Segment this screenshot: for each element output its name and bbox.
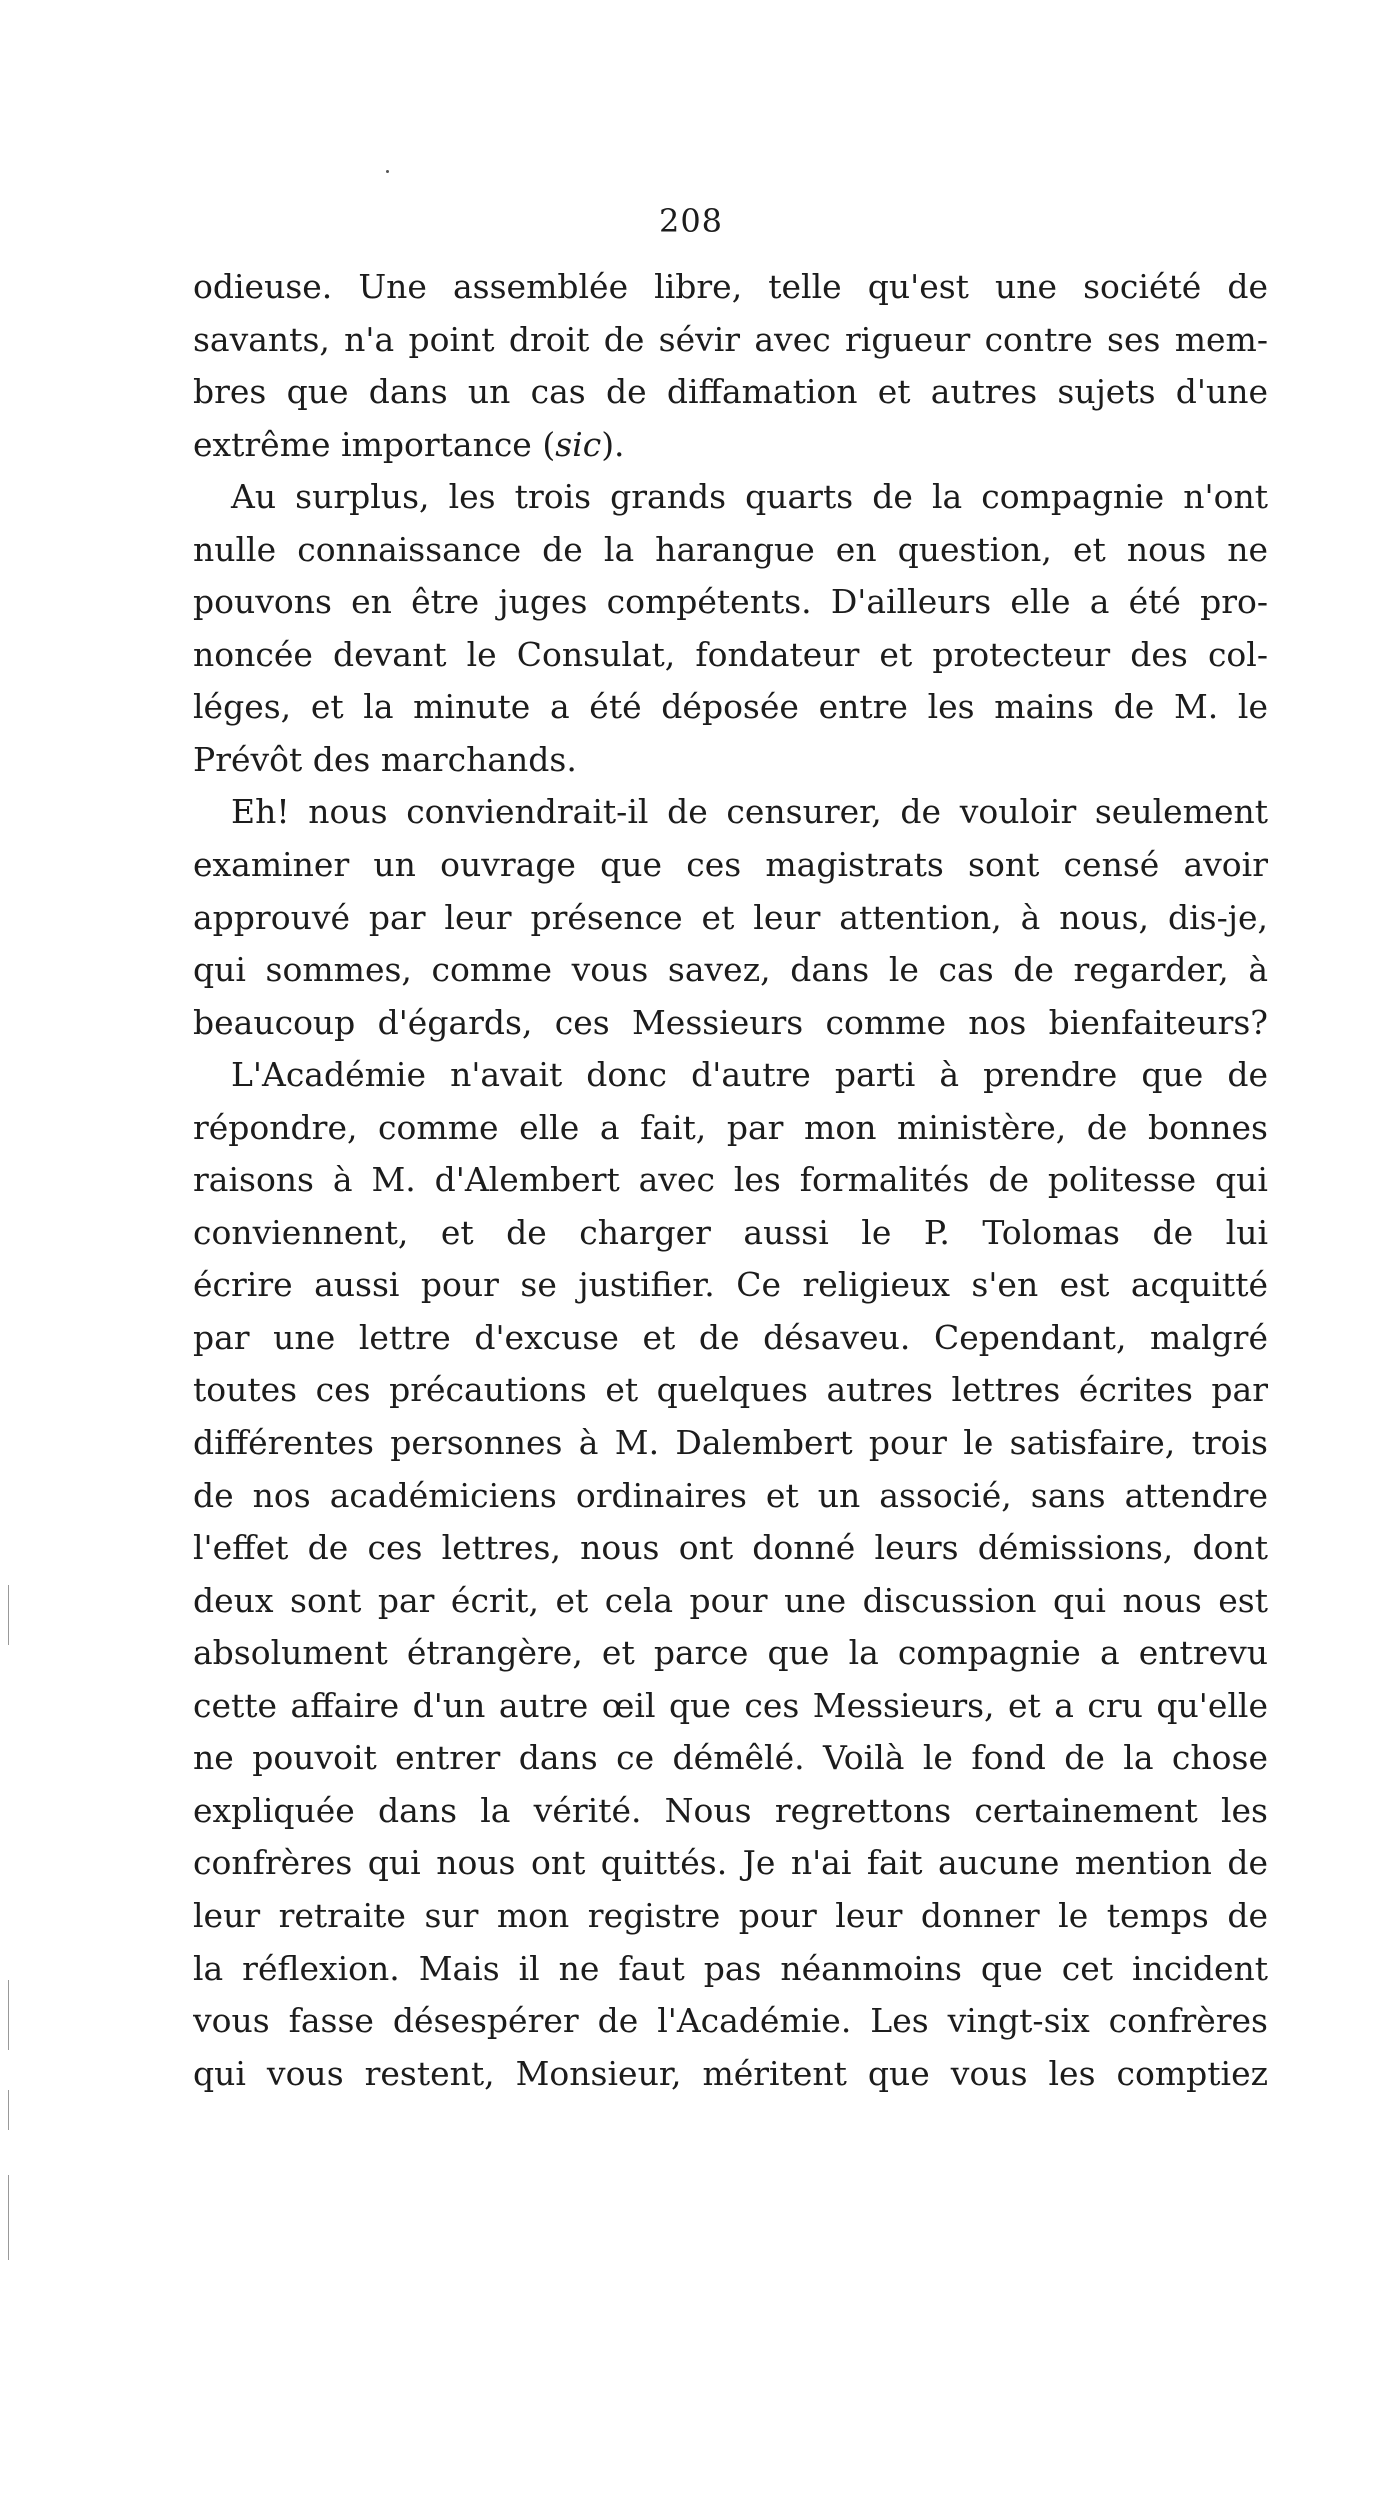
text-line: nulle connaissance de la harangue en question, et nous ne xyxy=(193,529,1268,569)
text-line: ne pouvoit entrer dans ce démêlé. Voilà le fond de la chose xyxy=(193,1738,1268,1778)
text-line: vous fasse désespérer de l'Académie. Les vingt-six confrères xyxy=(193,2001,1268,2041)
text-line: différentes personnes à M. Dalembert pour le satisfaire, trois xyxy=(193,1423,1268,1463)
scan-speck xyxy=(386,170,389,173)
text-line: pouvons en être juges compétents. D'ailleurs elle a été pro- xyxy=(193,582,1268,622)
text-line: deux sont par écrit, et cela pour une discussion qui nous est xyxy=(193,1580,1268,1620)
text-line xyxy=(193,419,1268,472)
text-line: leur retraite sur mon registre pour leur donner le temps de xyxy=(193,1895,1268,1935)
body-text xyxy=(193,261,1268,2100)
text-run: ). xyxy=(601,424,625,464)
text-line: noncée devant le Consulat, fondateur et protecteur des col- xyxy=(193,634,1268,674)
text-line: par une lettre d'excuse et de désaveu. Cependant, malgré xyxy=(193,1317,1268,1357)
text-line: de nos académiciens ordinaires et un associé, sans attendre xyxy=(193,1475,1268,1515)
margin-mark xyxy=(8,2090,9,2130)
text-line: écrire aussi pour se justifier. Ce religieux s'en est acquitté xyxy=(193,1265,1268,1305)
paragraph-first-line: Au surplus, les trois grands quarts de la compagnie n'ont xyxy=(231,477,1268,517)
text-line: absolument étrangère, et parce que la compagnie a entrevu xyxy=(193,1633,1268,1673)
text-line: approuvé par leur présence et leur attention, à nous, dis-je, xyxy=(193,897,1268,937)
text-line: la réflexion. Mais il ne faut pas néanmoins que cet incident xyxy=(193,1948,1268,1988)
text-line: expliquée dans la vérité. Nous regrettons certainement les xyxy=(193,1790,1268,1830)
text-line: léges, et la minute a été déposée entre les mains de M. le xyxy=(193,687,1268,727)
text-line: bres que dans un cas de diffamation et autres sujets d'une xyxy=(193,372,1268,412)
page-number: 208 xyxy=(658,202,724,240)
text-line: qui vous restent, Monsieur, méritent que vous les comptiez xyxy=(193,2053,1268,2093)
text-line: conviennent, et de charger aussi le P. Tolomas de lui xyxy=(193,1212,1268,1252)
text-line: Prévôt des marchands. xyxy=(193,739,577,779)
paragraph-first-line: Eh! nous conviendrait-il de censurer, de vouloir seulement xyxy=(231,792,1268,832)
margin-mark xyxy=(8,1980,9,2050)
text-line: répondre, comme elle a fait, par mon ministère, de bonnes xyxy=(193,1107,1268,1147)
text-run: extrême importance ( xyxy=(193,424,556,464)
text-line: cette affaire d'un autre œil que ces Messieurs, et a cru qu'elle xyxy=(193,1685,1268,1725)
text-line: savants, n'a point droit de sévir avec rigueur contre ses mem- xyxy=(193,319,1268,359)
text-line: odieuse. Une assemblée libre, telle qu'est une société de xyxy=(193,267,1268,306)
text-line: l'effet de ces lettres, nous ont donné leurs démissions, dont xyxy=(193,1528,1268,1568)
text-line: qui sommes, comme vous savez, dans le cas de regarder, à xyxy=(193,950,1268,990)
margin-mark xyxy=(8,2175,9,2260)
text-line: raisons à M. d'Alembert avec les formalités de politesse qui xyxy=(193,1160,1268,1200)
margin-mark xyxy=(8,1585,9,1645)
paragraph-first-line: L'Académie n'avait donc d'autre parti à prendre que de xyxy=(231,1055,1268,1095)
text-line: beaucoup d'égards, ces Messieurs comme nos bienfaiteurs? xyxy=(193,1002,1268,1042)
text-line: confrères qui nous ont quittés. Je n'ai fait aucune mention de xyxy=(193,1843,1268,1883)
text-line: toutes ces précautions et quelques autres lettres écrites par xyxy=(193,1370,1268,1410)
text-line: examiner un ouvrage que ces magistrats sont censé avoir xyxy=(193,845,1268,885)
sic-italic: sic xyxy=(555,424,602,464)
